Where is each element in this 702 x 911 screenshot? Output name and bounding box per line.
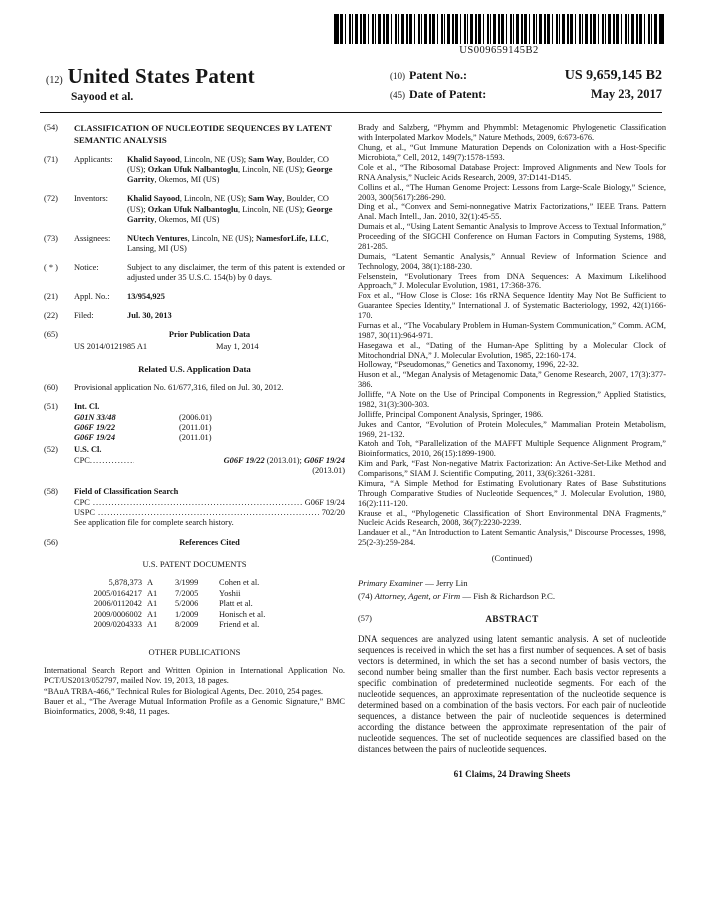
reference-item: Collins et al., “The Human Genome Project: Lessons from Large-Scale Biology,” Science, 2003, 300(5617):286-290. — [358, 182, 666, 202]
patent-doc-kind: A1 — [147, 620, 158, 630]
int-cl-entry — [74, 413, 345, 423]
field-72: (72) — [44, 194, 58, 204]
patent-doc-kind: A1 — [147, 609, 158, 619]
reference-item: Huson et al., “Megan Analysis of Metagenomic Data,” Genome Research, 2007, 17(3):377-386. — [358, 370, 666, 390]
section-filed — [44, 311, 345, 321]
notice-label: Notice: — [74, 262, 99, 272]
section-us-cl — [44, 445, 345, 455]
section-related — [44, 383, 345, 393]
section-notice — [44, 263, 345, 283]
reference-item: Kimura, “A Simple Method for Estimating Evolutionary Rates of Base Substitutions Through Comparative Studies of Nucleotide Sequences,” J. Molecular Evolution, 1980, 16(2):111-120. — [358, 478, 666, 508]
reference-item: Kim and Park, “Fast Non-negative Matrix Factorization: An Active-Set-Like Method and Comparisons,” SIAM J. Scientific Computing, 2011, 33(6):3261-3281. — [358, 459, 666, 479]
reference-item: Katoh and Toh, “Parallelization of the MAFFT Multiple Sequence Alignment Program,” Bioinformatics, 2010, 26(15):1899-1900. — [358, 439, 666, 459]
header-left — [46, 64, 390, 105]
patent-doc-kind: A1 — [147, 599, 158, 609]
cited-references-list — [358, 123, 666, 548]
page-header — [0, 58, 702, 106]
us-cl-heading: U.S. Cl. — [74, 445, 102, 455]
field-search-note: See application file for complete search history. — [74, 517, 234, 527]
applicants-label: Applicants: — [74, 155, 113, 165]
field-58: (58) — [44, 486, 58, 496]
patent-doc-date: 7/2005 — [175, 588, 199, 598]
publication-number: US 2014/0121985 A1 — [74, 342, 148, 352]
prior-pub-data — [74, 342, 345, 352]
field-71: (71) — [44, 155, 58, 165]
patent-doc-name: Friend et al. — [219, 620, 260, 630]
claims-drawing-line: 61 Claims, 24 Drawing Sheets — [453, 768, 571, 779]
invention-title: CLASSIFICATION OF NUCLEOTIDE SEQUENCES BY LATENT SEMANTIC ANALYSIS — [74, 123, 332, 145]
patent-number-label: Patent No.: — [409, 67, 467, 82]
other-publication-item: Bauer et al., “The Average Mutual Information Profile as a Genomic Signature,” BMC Bioinformatics, 2008, 9:48, 11 pages. — [44, 696, 345, 717]
patent-number-value: US 9,659,145 B2 — [564, 67, 662, 83]
cpc-label: CPC — [74, 497, 90, 507]
continued-marker: (Continued) — [491, 554, 533, 564]
patent-doc-name: Cohen et al. — [219, 578, 260, 588]
notice-text: Subject to any disclaimer, the term of this patent is extended or adjusted under 35 U.S.C. 154(b) by 0 days. — [127, 262, 345, 282]
appl-no-value: 13/954,925 — [127, 292, 165, 302]
field-search-uspc — [74, 508, 345, 518]
dot-leader — [93, 498, 302, 508]
barcode-text: US009659145B2 — [459, 45, 539, 56]
patent-doc-date: 3/1999 — [175, 578, 199, 588]
section-field-search — [44, 487, 345, 497]
other-publications-heading: OTHER PUBLICATIONS — [148, 646, 241, 657]
field-57: (57) — [358, 613, 372, 623]
patent-date-row — [390, 87, 662, 102]
patent-doc-date: 8/2009 — [175, 620, 199, 630]
reference-item: Felsenstein, “Evolutionary Trees from DNA Sequences: A Maximum Likelihood Approach,” J. Molecular Evolution, 1981, 17:368-376. — [358, 271, 666, 291]
section-assignees — [44, 234, 345, 254]
uspc-label: USPC — [74, 507, 95, 517]
filed-value: Jul. 30, 2013 — [127, 311, 172, 321]
field-search-uspc-value: 702/20 — [321, 507, 345, 517]
section-references — [44, 538, 345, 548]
field-54: (54) — [44, 123, 58, 133]
patent-doc-kind: A — [147, 578, 154, 588]
int-cl-entry — [74, 423, 345, 433]
inventor-short-name: Sayood et al. — [71, 90, 134, 103]
reference-item: Jolliffe, Principal Component Analysis, Springer, 1986. — [358, 409, 544, 419]
patent-number-row — [390, 68, 662, 85]
field-73: (73) — [44, 233, 58, 243]
field-search-cpc — [74, 498, 345, 508]
applicants-value: Khalid Sayood, Lincoln, NE (US); Sam Way, Boulder, CO (US); Ozkan Ufuk Nalbantoglu, Lincoln, NE (US); George Garrity, Okemos, MI (US) — [127, 155, 333, 185]
int-cl-code: G06F 19/24 — [74, 433, 116, 443]
patent-doc-no: 5,878,373 — [108, 578, 142, 588]
us-patent-docs-table — [58, 578, 345, 631]
appl-no-label: Appl. No.: — [74, 292, 110, 302]
field-22: (22) — [44, 311, 58, 321]
related-app-heading: Related U.S. Application Data — [138, 364, 251, 375]
patent-doc-row — [58, 620, 345, 631]
us-cl-cpc-line — [74, 456, 345, 466]
content-columns — [0, 113, 702, 779]
patent-doc-no: 2006/0112042 — [93, 599, 142, 609]
assignees-value: NUtech Ventures, Lincoln, NE (US); NamesforLife, LLC, Lansing, MI (US) — [127, 233, 329, 253]
section-int-cl — [44, 402, 345, 412]
patent-date-code: (45) — [390, 90, 405, 101]
reference-item: Jolliffe, “A Note on the Use of Principal Components in Regression,” Applied Statistics, 1982, 31(3):300-303. — [358, 390, 666, 409]
patent-kind-line — [46, 64, 390, 89]
barcode-block — [334, 14, 664, 58]
references-heading: References Cited — [179, 537, 240, 547]
abstract-heading-row — [358, 614, 666, 625]
patent-doc-row — [58, 589, 345, 600]
patent-doc-row — [58, 578, 345, 589]
int-cl-version: (2011.01) — [179, 423, 212, 433]
dot-leader — [98, 508, 319, 518]
assignees-label: Assignees: — [74, 233, 111, 243]
reference-item: Cole et al., “The Ribosomal Database Project: Improved Alignments and New Tools for RNA Analysis,” Nucleic Acids Research, 2009, 37:D141-D145. — [358, 162, 666, 182]
prior-pub-heading: Prior Publication Data — [168, 330, 251, 340]
field-51: (51) — [44, 401, 58, 411]
inventors-value: Khalid Sayood, Lincoln, NE (US); Sam Way, Boulder, CO (US); Ozkan Ufuk Nalbantoglu, Lincoln, NE (US); George Garrity, Okemos, MI (US) — [127, 194, 333, 224]
patent-date-label: Date of Patent: — [409, 87, 487, 102]
cpc-value: G06F 19/22 (2013.01); G06F 19/24 — [223, 456, 345, 466]
section-inventors — [44, 194, 345, 224]
other-publications-list — [44, 666, 345, 717]
other-publication-item: International Search Report and Written Opinion in International Application No. PCT/US2013/052797, mailed Nov. 19, 2013, 18 pages. — [44, 666, 345, 686]
abstract-heading: ABSTRACT — [485, 613, 539, 624]
header-right — [390, 68, 662, 106]
inventors-label: Inventors: — [74, 194, 108, 204]
patent-doc-name: Honisch et al. — [219, 609, 266, 619]
int-cl-code: G01N 33/48 — [74, 413, 116, 423]
us-patent-docs-heading: U.S. PATENT DOCUMENTS — [142, 558, 247, 569]
field-60: (60) — [44, 382, 58, 392]
reference-item: Furnas et al., “The Vocabulary Problem in Human-System Communication,” Comm. ACM, 1987, 30(11):964-971. — [358, 320, 666, 340]
reference-item: Dumais, “Latent Semantic Analysis,” Annual Review of Information Science and Technology, 2004, 38(1):188-230. — [358, 251, 666, 271]
attorney-line: (74) Attorney, Agent, or Firm — Fish & Richardson P.C. — [358, 590, 556, 601]
dot-leader — [90, 456, 134, 466]
publication-date: May 1, 2014 — [216, 342, 259, 352]
reference-item: Dumais et al., “Using Latent Semantic Analysis to Improve Access to Textual Information,” Proceeding of the SIGCHI Conference on Human Factors in Computing Systems, 1988, 281-285. — [358, 222, 666, 251]
field-search-cpc-value: G06F 19/24 — [304, 497, 345, 507]
patent-front-page — [0, 14, 702, 780]
page-title: United States Patent — [67, 63, 255, 88]
patent-date-value: May 23, 2017 — [590, 87, 662, 102]
section-applicants — [44, 155, 345, 185]
reference-item: Holloway, “Pseudomonas,” Genetics and Taxonomy, 1996, 22-32. — [358, 360, 579, 370]
field-65: (65) — [44, 330, 58, 340]
section-prior-pub — [44, 330, 345, 340]
int-cl-code: G06F 19/22 — [74, 423, 116, 433]
abstract-text: DNA sequences are analyzed using latent semantic analysis. A set of nucleotide sequences is received in which the set has a first number of sequences. A set of basis vectors is determined, in which the set has a second number of basis vectors, the second number being smaller than the first number. Each basis vector represents a specific combination of predetermined nucleotide segments. For each of the nucleotide sequences, an approximate representation of the nucleotide sequence is determined based on a combination of the basis vectors. For each pair of nucleotide sequences, a distance between the pair of nucleotide sequences is determined according the distance between the approximate representation of the pair of nucleotide sequences. The set of nucleotide sequences are classified based on the distances between the pairs of nucleotide sequences. — [358, 634, 666, 754]
cpc-label: CPC — [74, 456, 90, 466]
field-56: (56) — [44, 537, 58, 547]
barcode-image — [334, 14, 664, 44]
patent-doc-row — [58, 599, 345, 610]
reference-item: Brady and Salzberg, “Phymm and Phymmbl: Metagenomic Phylogenetic Classification with Interpolated Markov Models,” Nature Methods, 2009, 6:673-676. — [358, 123, 666, 143]
reference-item: Krause et al., “Phylogenetic Classification of Short Environmental DNA Fragments,” Nucleic Acids Research, 2008, 36(7):2230-2239. — [358, 508, 666, 528]
reference-item: Ding et al., “Convex and Semi-nonnegative Matrix Factorizations,” IEEE Trans. Pattern Anal. Mach Intell., Jan. 2010, 32(1):45-55. — [358, 202, 666, 222]
patent-number-code: (10) — [390, 70, 405, 81]
patent-doc-name: Platt et al. — [219, 599, 253, 609]
filed-label: Filed: — [74, 311, 94, 321]
field-search-heading: Field of Classification Search — [74, 486, 179, 496]
int-cl-entries — [44, 413, 345, 443]
section-title — [44, 123, 345, 146]
patent-doc-date: 5/2006 — [175, 599, 199, 609]
patent-doc-name: Yoshii — [219, 588, 241, 598]
reference-item: Hasegawa et al., “Dating of the Human-Ape Splitting by a Molecular Clock of Mitochondrial DNA,” J. Molecular Evolution, 1985, 22:160-174. — [358, 340, 666, 360]
field-21: (21) — [44, 292, 58, 302]
section-appl-no — [44, 292, 345, 302]
patent-doc-no: 2005/0164217 — [93, 588, 142, 598]
patent-doc-date: 1/2009 — [175, 609, 199, 619]
other-publication-item: “BAuA TRBA-466,” Technical Rules for Biological Agents, Dec. 2010, 254 pages. — [44, 686, 323, 696]
right-column — [358, 123, 666, 779]
reference-item: Landauer et al., “An Introduction to Latent Semantic Analysis,” Discourse Processes, 1998, 25(2-3):259-284. — [358, 528, 666, 548]
cpc-value-wrap: (2013.01) — [312, 466, 345, 476]
field-star: ( * ) — [44, 262, 58, 272]
kind-code-number: (12) — [46, 74, 63, 86]
int-cl-entry — [74, 433, 345, 443]
int-cl-version: (2006.01) — [179, 413, 212, 423]
reference-item: Jukes and Cantor, “Evolution of Protein Molecules,” Mammalian Protein Metabolism, 1969, 21-132. — [358, 419, 666, 439]
patent-doc-row — [58, 610, 345, 621]
reference-item: Chung, et al., “Gut Immune Maturation Depends on Colonization with a Host-Specific Microbiota,” Cell, 2012, 149(7):1578-1593. — [358, 143, 666, 163]
int-cl-version: (2011.01) — [179, 433, 212, 443]
int-cl-heading: Int. Cl. — [74, 401, 100, 411]
patent-doc-kind: A1 — [147, 588, 158, 598]
left-column — [44, 123, 345, 779]
patent-doc-no: 2009/0204333 — [93, 620, 142, 630]
reference-item: Fox et al., “How Close is Close: 16s rRNA Sequence Identity May Not Be Sufficient to Guarantee Species Identity,” International J. of Systematic Bacteriology, 1992, 42(1)166-170. — [358, 291, 666, 321]
field-52: (52) — [44, 445, 58, 455]
patent-doc-no: 2009/0006002 — [93, 609, 142, 619]
primary-examiner-line: Primary Examiner — Jerry Lin — [358, 578, 468, 589]
related-text: Provisional application No. 61/677,316, filed on Jul. 30, 2012. — [74, 382, 284, 392]
